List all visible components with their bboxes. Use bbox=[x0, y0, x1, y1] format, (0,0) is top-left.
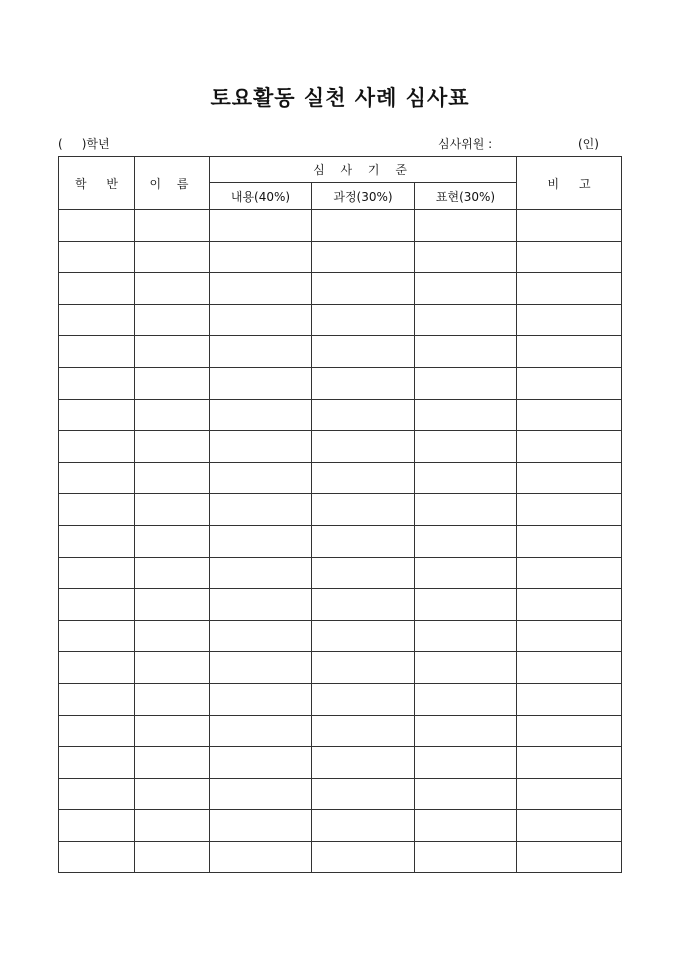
content-score-cell[interactable] bbox=[210, 841, 312, 873]
expression-score-cell[interactable] bbox=[415, 778, 517, 810]
expression-score-cell[interactable] bbox=[415, 367, 517, 399]
name-cell[interactable] bbox=[135, 841, 210, 873]
process-score-cell[interactable] bbox=[312, 273, 415, 305]
process-score-cell[interactable] bbox=[312, 589, 415, 621]
reviewer-label: 심사위원 : bbox=[438, 137, 493, 151]
remarks-cell[interactable] bbox=[517, 494, 622, 526]
expression-score-cell[interactable] bbox=[415, 620, 517, 652]
remarks-cell[interactable] bbox=[517, 210, 622, 242]
content-score-cell[interactable] bbox=[210, 683, 312, 715]
table-row bbox=[59, 778, 622, 810]
header-class: 학 반 bbox=[59, 157, 135, 210]
content-score-cell[interactable] bbox=[210, 210, 312, 242]
class-cell[interactable] bbox=[59, 304, 135, 336]
content-score-cell[interactable] bbox=[210, 494, 312, 526]
name-cell[interactable] bbox=[135, 525, 210, 557]
table-row bbox=[59, 810, 622, 842]
header-content: 내용(40%) bbox=[210, 183, 312, 210]
remarks-cell[interactable] bbox=[517, 367, 622, 399]
remarks-cell[interactable] bbox=[517, 683, 622, 715]
class-cell[interactable] bbox=[59, 652, 135, 684]
content-score-cell[interactable] bbox=[210, 241, 312, 273]
process-score-cell[interactable] bbox=[312, 336, 415, 368]
header-process: 과정(30%) bbox=[312, 183, 415, 210]
class-cell[interactable] bbox=[59, 620, 135, 652]
name-cell[interactable] bbox=[135, 367, 210, 399]
content-score-cell[interactable] bbox=[210, 273, 312, 305]
table-row bbox=[59, 557, 622, 589]
expression-score-cell[interactable] bbox=[415, 304, 517, 336]
table-row bbox=[59, 431, 622, 463]
expression-score-cell[interactable] bbox=[415, 210, 517, 242]
class-cell[interactable] bbox=[59, 747, 135, 779]
table-row bbox=[59, 620, 622, 652]
class-cell[interactable] bbox=[59, 683, 135, 715]
class-cell[interactable] bbox=[59, 557, 135, 589]
expression-score-cell[interactable] bbox=[415, 683, 517, 715]
remarks-cell[interactable] bbox=[517, 241, 622, 273]
name-cell[interactable] bbox=[135, 336, 210, 368]
table-row bbox=[59, 336, 622, 368]
process-score-cell[interactable] bbox=[312, 747, 415, 779]
content-score-cell[interactable] bbox=[210, 620, 312, 652]
class-cell[interactable] bbox=[59, 589, 135, 621]
content-score-cell[interactable] bbox=[210, 462, 312, 494]
remarks-cell[interactable] bbox=[517, 589, 622, 621]
table-row bbox=[59, 652, 622, 684]
class-cell[interactable] bbox=[59, 336, 135, 368]
expression-score-cell[interactable] bbox=[415, 462, 517, 494]
expression-score-cell[interactable] bbox=[415, 810, 517, 842]
table-row bbox=[59, 494, 622, 526]
form-title: 토요활동 실천 사례 심사표 bbox=[210, 85, 470, 110]
table-row bbox=[59, 715, 622, 747]
remarks-cell[interactable] bbox=[517, 620, 622, 652]
content-score-cell[interactable] bbox=[210, 367, 312, 399]
expression-score-cell[interactable] bbox=[415, 557, 517, 589]
expression-score-cell[interactable] bbox=[415, 747, 517, 779]
class-cell[interactable] bbox=[59, 399, 135, 431]
name-cell[interactable] bbox=[135, 399, 210, 431]
content-score-cell[interactable] bbox=[210, 431, 312, 463]
header-name: 이 름 bbox=[135, 157, 210, 210]
table-row bbox=[59, 462, 622, 494]
expression-score-cell[interactable] bbox=[415, 652, 517, 684]
remarks-cell[interactable] bbox=[517, 525, 622, 557]
name-cell[interactable] bbox=[135, 557, 210, 589]
remarks-cell[interactable] bbox=[517, 304, 622, 336]
process-score-cell[interactable] bbox=[312, 841, 415, 873]
name-cell[interactable] bbox=[135, 778, 210, 810]
expression-score-cell[interactable] bbox=[415, 399, 517, 431]
name-cell[interactable] bbox=[135, 683, 210, 715]
remarks-cell[interactable] bbox=[517, 336, 622, 368]
process-score-cell[interactable] bbox=[312, 304, 415, 336]
table-row bbox=[59, 841, 622, 873]
table-row bbox=[59, 241, 622, 273]
remarks-cell[interactable] bbox=[517, 462, 622, 494]
name-cell[interactable] bbox=[135, 210, 210, 242]
content-score-cell[interactable] bbox=[210, 747, 312, 779]
process-score-cell[interactable] bbox=[312, 367, 415, 399]
class-cell[interactable] bbox=[59, 431, 135, 463]
content-score-cell[interactable] bbox=[210, 399, 312, 431]
table-row bbox=[59, 210, 622, 242]
expression-score-cell[interactable] bbox=[415, 273, 517, 305]
remarks-cell[interactable] bbox=[517, 841, 622, 873]
remarks-cell[interactable] bbox=[517, 715, 622, 747]
expression-score-cell[interactable] bbox=[415, 494, 517, 526]
remarks-cell[interactable] bbox=[517, 399, 622, 431]
process-score-cell[interactable] bbox=[312, 525, 415, 557]
seal-label: (인) bbox=[578, 137, 599, 151]
content-score-cell[interactable] bbox=[210, 810, 312, 842]
content-score-cell[interactable] bbox=[210, 557, 312, 589]
process-score-cell[interactable] bbox=[312, 399, 415, 431]
class-cell[interactable] bbox=[59, 494, 135, 526]
table-row bbox=[59, 399, 622, 431]
class-cell[interactable] bbox=[59, 715, 135, 747]
name-cell[interactable] bbox=[135, 715, 210, 747]
content-score-cell[interactable] bbox=[210, 304, 312, 336]
content-score-cell[interactable] bbox=[210, 715, 312, 747]
header-expression: 표현(30%) bbox=[415, 183, 517, 210]
header-row-top bbox=[59, 157, 622, 183]
header-remarks: 비 고 bbox=[517, 157, 622, 210]
name-cell[interactable] bbox=[135, 241, 210, 273]
remarks-cell[interactable] bbox=[517, 557, 622, 589]
remarks-cell[interactable] bbox=[517, 652, 622, 684]
name-cell[interactable] bbox=[135, 810, 210, 842]
name-cell[interactable] bbox=[135, 431, 210, 463]
expression-score-cell[interactable] bbox=[415, 241, 517, 273]
process-score-cell[interactable] bbox=[312, 620, 415, 652]
table-row bbox=[59, 304, 622, 336]
content-score-cell[interactable] bbox=[210, 336, 312, 368]
table-row bbox=[59, 367, 622, 399]
table-row bbox=[59, 525, 622, 557]
content-score-cell[interactable] bbox=[210, 652, 312, 684]
process-score-cell[interactable] bbox=[312, 715, 415, 747]
content-score-cell[interactable] bbox=[210, 525, 312, 557]
process-score-cell[interactable] bbox=[312, 778, 415, 810]
name-cell[interactable] bbox=[135, 620, 210, 652]
class-cell[interactable] bbox=[59, 525, 135, 557]
expression-score-cell[interactable] bbox=[415, 336, 517, 368]
class-cell[interactable] bbox=[59, 367, 135, 399]
evaluation-table bbox=[58, 156, 622, 873]
remarks-cell[interactable] bbox=[517, 747, 622, 779]
name-cell[interactable] bbox=[135, 494, 210, 526]
process-score-cell[interactable] bbox=[312, 652, 415, 684]
content-score-cell[interactable] bbox=[210, 778, 312, 810]
class-cell[interactable] bbox=[59, 241, 135, 273]
class-cell[interactable] bbox=[59, 210, 135, 242]
name-cell[interactable] bbox=[135, 589, 210, 621]
table-row bbox=[59, 683, 622, 715]
process-score-cell[interactable] bbox=[312, 683, 415, 715]
class-cell[interactable] bbox=[59, 810, 135, 842]
name-cell[interactable] bbox=[135, 747, 210, 779]
table-row bbox=[59, 747, 622, 779]
process-score-cell[interactable] bbox=[312, 557, 415, 589]
class-cell[interactable] bbox=[59, 462, 135, 494]
process-score-cell[interactable] bbox=[312, 241, 415, 273]
expression-score-cell[interactable] bbox=[415, 715, 517, 747]
class-cell[interactable] bbox=[59, 273, 135, 305]
name-cell[interactable] bbox=[135, 462, 210, 494]
table-row bbox=[59, 273, 622, 305]
remarks-cell[interactable] bbox=[517, 810, 622, 842]
class-cell[interactable] bbox=[59, 778, 135, 810]
name-cell[interactable] bbox=[135, 273, 210, 305]
expression-score-cell[interactable] bbox=[415, 431, 517, 463]
remarks-cell[interactable] bbox=[517, 778, 622, 810]
expression-score-cell[interactable] bbox=[415, 589, 517, 621]
process-score-cell[interactable] bbox=[312, 810, 415, 842]
content-score-cell[interactable] bbox=[210, 589, 312, 621]
header-criteria: 심 사 기 준 bbox=[210, 157, 517, 183]
process-score-cell[interactable] bbox=[312, 494, 415, 526]
process-score-cell[interactable] bbox=[312, 462, 415, 494]
table-row bbox=[59, 589, 622, 621]
name-cell[interactable] bbox=[135, 304, 210, 336]
remarks-cell[interactable] bbox=[517, 273, 622, 305]
remarks-cell[interactable] bbox=[517, 431, 622, 463]
class-cell[interactable] bbox=[59, 841, 135, 873]
grade-label: ( )학년 bbox=[58, 137, 110, 151]
process-score-cell[interactable] bbox=[312, 210, 415, 242]
name-cell[interactable] bbox=[135, 652, 210, 684]
expression-score-cell[interactable] bbox=[415, 841, 517, 873]
expression-score-cell[interactable] bbox=[415, 525, 517, 557]
process-score-cell[interactable] bbox=[312, 431, 415, 463]
